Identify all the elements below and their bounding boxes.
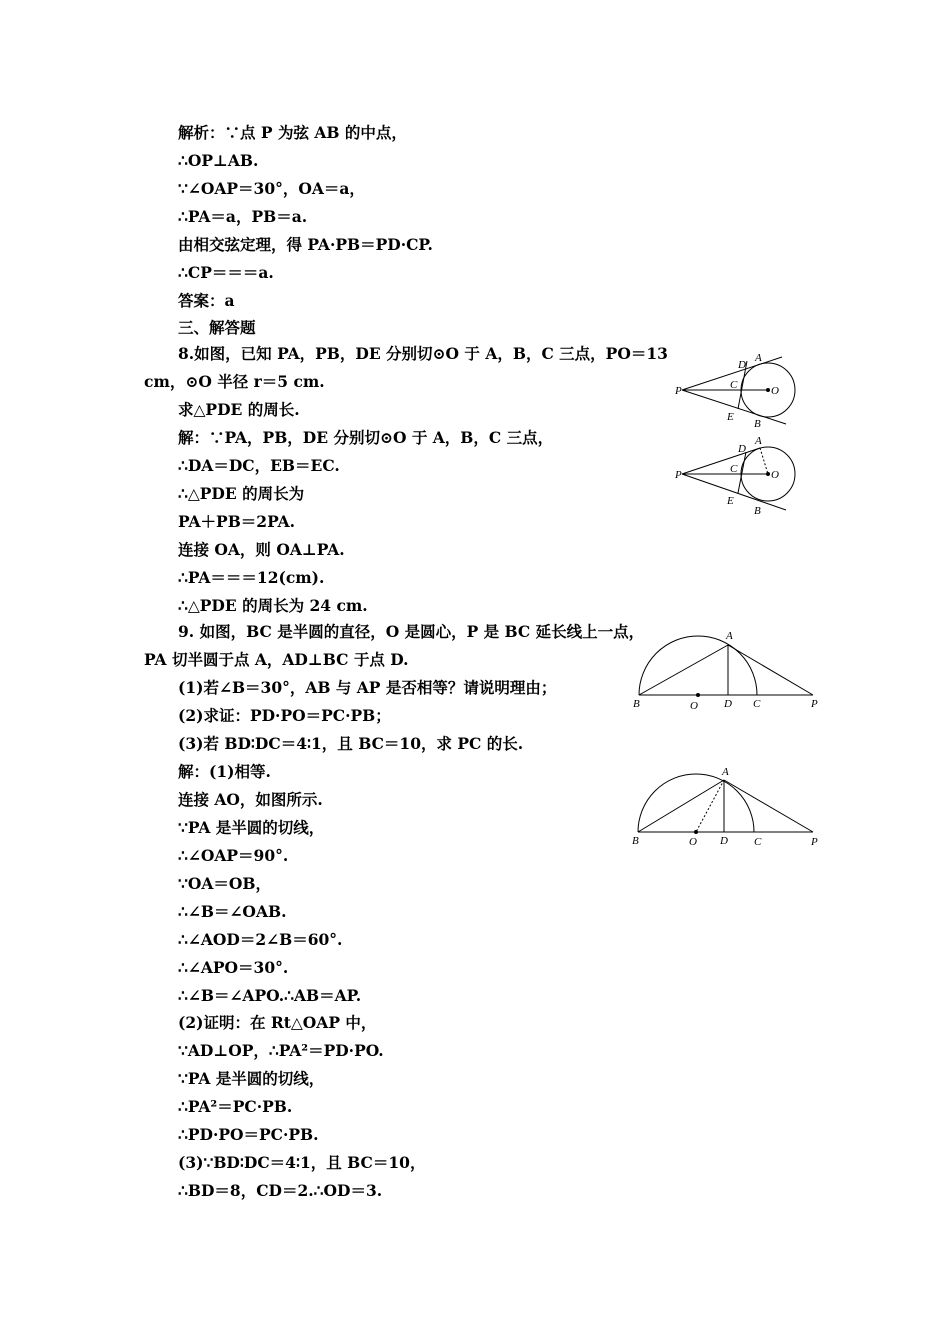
semicircle-figure-1 <box>628 625 828 713</box>
answer-line: 答案：a <box>178 291 235 310</box>
semicircle-figure-2 <box>628 762 828 852</box>
text-line: ∴∠B＝∠OAB. <box>178 902 287 921</box>
label-o: O <box>771 469 779 481</box>
segment-ab <box>639 645 728 695</box>
label-d: D <box>738 443 746 455</box>
label-p: P <box>675 385 682 397</box>
text-line: ∴OP⊥AB. <box>178 151 259 170</box>
label-c: C <box>730 379 738 391</box>
label-p: P <box>811 836 818 848</box>
problem-9-text: (2)求证：PD·PO＝PC·PB； <box>178 706 391 725</box>
radius-oa <box>760 448 768 474</box>
section-heading: 三、解答题 <box>178 318 256 337</box>
text-line: 由相交弦定理，得 PA·PB＝PD·CP. <box>178 235 433 254</box>
label-b: B <box>754 505 761 516</box>
label-p: P <box>811 698 818 710</box>
problem-9-text: (3)若 BD∶DC＝4∶1，且 BC＝10，求 PC 的长. <box>178 734 524 753</box>
text-line: ∵PA 是半圆的切线， <box>178 818 325 837</box>
label-a: A <box>755 435 762 447</box>
text-line: ∴DA＝DC，EB＝EC. <box>178 456 340 475</box>
text-line: ∴∠B＝∠APO.∴AB＝AP. <box>178 986 362 1005</box>
label-a: A <box>755 352 762 364</box>
text-line: ∴△PDE 的周长为 24 cm. <box>178 596 368 615</box>
text-line: ∵PA 是半圆的切线， <box>178 1069 325 1088</box>
text-line: ∴PA²＝PC·PB. <box>178 1097 293 1116</box>
text-line: ∵OA＝OB， <box>178 874 271 893</box>
problem-9-text: PA 切半圆于点 A，AD⊥BC 于点 D. <box>144 650 409 669</box>
problem-8-text: 8.如图，已知 PA，PB，DE 分别切⊙O 于 A，B，C 三点，PO＝13 <box>178 344 668 363</box>
label-o: O <box>689 836 697 848</box>
tangent-ap <box>728 645 813 695</box>
text-line: ∴PD·PO＝PC·PB. <box>178 1125 319 1144</box>
text-line: ∴△PDE 的周长为 <box>178 484 305 503</box>
label-d: D <box>720 835 728 847</box>
label-c: C <box>753 698 761 710</box>
semicircle-arc <box>639 636 757 695</box>
text-line: ∴∠AOD＝2∠B＝60°. <box>178 930 343 949</box>
label-b: B <box>754 418 761 427</box>
label-a: A <box>726 630 733 642</box>
label-c: C <box>754 836 762 848</box>
tangent-ap <box>724 780 813 832</box>
text-line: ∴∠APO＝30°. <box>178 958 289 977</box>
label-a: A <box>722 766 729 778</box>
label-d: D <box>724 698 732 710</box>
label-o: O <box>771 385 779 397</box>
text-line: PA＋PB＝2PA. <box>178 512 296 531</box>
text-line: 解析：∵点 P 为弦 AB 的中点， <box>178 123 407 142</box>
tangent-pa <box>682 448 760 474</box>
problem-8-text: cm，⊙O 半径 r＝5 cm. <box>144 372 325 391</box>
text-line: ∴PA＝a，PB＝a. <box>178 207 308 226</box>
radius-ao <box>696 780 724 832</box>
label-b: B <box>633 698 640 710</box>
text-line: (2)证明：在 Rt△OAP 中， <box>178 1013 377 1032</box>
text-line: ∴∠OAP＝90°. <box>178 846 289 865</box>
text-line: 连接 AO，如图所示. <box>178 790 323 809</box>
text-line: (3)∵BD∶DC＝4∶1，且 BC＝10， <box>178 1153 426 1172</box>
label-o: O <box>690 700 698 712</box>
text-line: ∵∠OAP＝30°，OA＝a， <box>178 179 365 198</box>
text-line: 解：∵PA，PB，DE 分别切⊙O 于 A，B，C 三点， <box>178 428 554 447</box>
text-line: ∴CP＝＝＝a. <box>178 263 274 282</box>
label-e: E <box>727 495 734 507</box>
text-line: ∴BD＝8，CD＝2.∴OD＝3. <box>178 1181 383 1200</box>
problem-9-text: 9. 如图，BC 是半圆的直径，O 是圆心，P 是 BC 延长线上一点， <box>178 622 645 641</box>
label-c: C <box>730 463 738 475</box>
text-line: ∴PA＝＝＝12(cm). <box>178 568 325 587</box>
circle-tangent-figure-1 <box>670 345 800 427</box>
label-p: P <box>675 469 682 481</box>
text-line: ∵AD⊥OP，∴PA²＝PD·PO. <box>178 1041 384 1060</box>
problem-9-text: (1)若∠B＝30°，AB 与 AP 是否相等？请说明理由； <box>178 678 557 697</box>
label-e: E <box>727 411 734 423</box>
segment-ab <box>638 780 724 832</box>
text-line: 连接 OA，则 OA⊥PA. <box>178 540 345 559</box>
label-d: D <box>738 359 746 371</box>
label-b: B <box>632 835 639 847</box>
text-line: 解：(1)相等. <box>178 762 271 781</box>
circle-tangent-figure-2 <box>670 430 800 516</box>
problem-8-text: 求△PDE 的周长. <box>178 400 300 419</box>
semicircle-arc <box>638 774 754 832</box>
